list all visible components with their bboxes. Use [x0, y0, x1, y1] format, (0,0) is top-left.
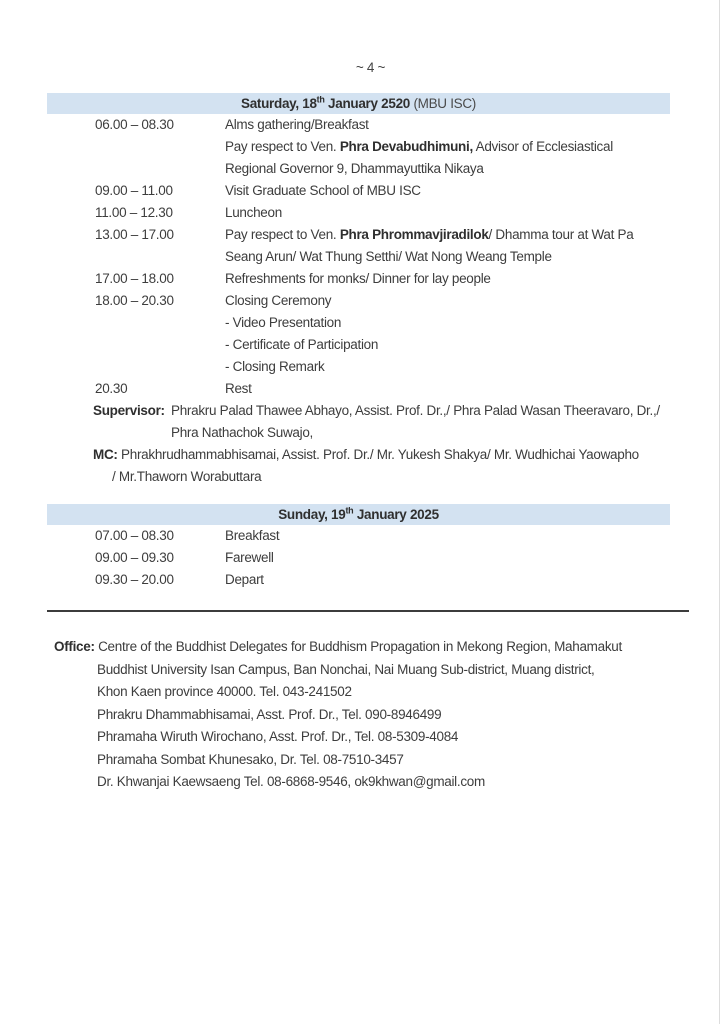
time-cell: 07.00 – 08.30 — [95, 528, 174, 543]
saturday-title-suffix: (MBU ISC) — [410, 96, 476, 111]
sunday-title-rest: January 2025 — [353, 507, 439, 522]
time-cell: 09.00 – 11.00 — [95, 183, 173, 198]
saturday-day-header — [47, 93, 670, 114]
time-cell: 11.00 – 12.30 — [95, 205, 173, 220]
time-cell: 18.00 – 20.30 — [95, 293, 174, 308]
office-contact-line4: Dr. Khwanjai Kaewsaeng Tel. 08-6868-9546, ok9khwan@gmail.com — [97, 774, 485, 789]
time-cell — [95, 136, 225, 158]
schedule-row — [47, 290, 694, 312]
office-label: Office: — [54, 639, 95, 654]
event-text-bold: Phra Phrommavjiradilok — [339, 227, 489, 242]
ordinal-superscript: th — [345, 505, 354, 516]
event-text-post: Advisor of Ecclesiastical — [472, 139, 613, 154]
schedule-row — [47, 547, 694, 569]
schedule-row — [47, 114, 694, 136]
event-text: Regional Governor 9, Dhammayuttika Nikaya — [225, 161, 484, 176]
event-text-post: / Dhamma tour at Wat Pa — [488, 227, 634, 242]
mc-block — [47, 444, 694, 488]
time-cell: 09.00 – 09.30 — [95, 550, 174, 565]
time-cell — [95, 356, 225, 378]
time-cell: 06.00 – 08.30 — [95, 117, 174, 132]
event-text — [225, 136, 613, 158]
event-text: - Closing Remark — [225, 359, 325, 374]
time-cell: 17.00 – 18.00 — [95, 271, 174, 286]
office-address-line1: Centre of the Buddhist Delegates for Buddhism Propagation in Mekong Region, Mahamakut — [98, 639, 622, 654]
mc-names-line2: / Mr.Thaworn Worabuttara — [112, 469, 262, 484]
schedule-row — [47, 180, 694, 202]
event-text: - Video Presentation — [225, 315, 342, 330]
event-text: Rest — [225, 381, 252, 396]
time-cell: 20.30 — [95, 381, 128, 396]
event-text: Alms gathering/Breakfast — [225, 117, 369, 132]
schedule-row — [47, 158, 694, 180]
mc-names-line1: Phrakhrudhammabhisamai, Assist. Prof. Dr./ Mr. Yukesh Shakya/ Mr. Wudhichai Yaowapho — [121, 447, 639, 462]
event-text: Luncheon — [225, 205, 282, 220]
event-text-pre: Pay respect to Ven. — [225, 139, 340, 154]
supervisor-label: Supervisor: — [93, 403, 165, 418]
office-contact-line3: Phramaha Sombat Khunesako, Dr. Tel. 08-7510-3457 — [97, 751, 404, 767]
schedule-row — [47, 378, 694, 400]
schedule-row — [47, 334, 694, 356]
event-text — [225, 224, 633, 246]
time-cell — [95, 334, 225, 356]
office-block — [54, 636, 694, 794]
time-cell: 09.30 – 20.00 — [95, 572, 174, 587]
schedule-row — [47, 224, 694, 246]
supervisor-block — [47, 400, 694, 444]
event-text: - Certificate of Participation — [225, 337, 379, 352]
event-text: Refreshments for monks/ Dinner for lay people — [225, 271, 491, 286]
time-cell: 13.00 – 17.00 — [95, 227, 174, 242]
event-text: Closing Ceremony — [225, 293, 332, 308]
schedule-row — [47, 268, 694, 290]
event-text: Seang Arun/ Wat Thung Setthi/ Wat Nong Weang Temple — [225, 249, 552, 264]
event-text-pre: Pay respect to Ven. — [225, 227, 340, 242]
divider-rule — [47, 610, 689, 612]
ordinal-superscript: th — [316, 94, 325, 105]
supervisor-names-line1: Phrakru Palad Thawee Abhayo, Assist. Prof. Dr.,/ Phra Palad Wasan Theeravaro, Dr.,/ — [171, 403, 660, 418]
sunday-title: Sunday, 19 — [278, 507, 346, 522]
schedule-row — [47, 569, 694, 591]
saturday-title: Saturday, 18 — [240, 96, 317, 111]
mc-label: MC: — [93, 447, 118, 462]
schedule-row — [47, 312, 694, 334]
event-text: Breakfast — [225, 528, 280, 543]
event-text-bold: Phra Devabudhimuni, — [339, 139, 473, 154]
office-address-line2: Buddhist University Isan Campus, Ban Nonchai, Nai Muang Sub-district, Muang district, — [97, 661, 595, 677]
event-text: Visit Graduate School of MBU ISC — [225, 183, 421, 198]
schedule-row — [47, 202, 694, 224]
schedule-row — [47, 356, 694, 378]
sunday-day-header — [47, 504, 670, 525]
office-address-line3: Khon Kaen province 40000. Tel. 043-241502 — [97, 684, 352, 699]
supervisor-names-line2: Phra Nathachok Suwajo, — [171, 425, 313, 440]
time-cell — [95, 312, 225, 334]
time-cell — [95, 246, 225, 268]
schedule-row — [47, 246, 694, 268]
event-text: Depart — [225, 572, 264, 587]
saturday-title-rest: January 2520 — [324, 96, 410, 111]
schedule-row — [47, 525, 694, 547]
event-text: Farewell — [225, 550, 274, 565]
page-number: ~ 4 ~ — [355, 60, 386, 75]
office-contact-line2: Phramaha Wiruth Wirochano, Asst. Prof. Dr., Tel. 08-5309-4084 — [97, 729, 459, 744]
time-cell — [95, 158, 225, 180]
scan-edge-line — [719, 0, 720, 1024]
schedule-row — [47, 136, 694, 158]
office-contact-line1: Phrakru Dhammabhisamai, Asst. Prof. Dr., Tel. 090-8946499 — [97, 706, 442, 722]
